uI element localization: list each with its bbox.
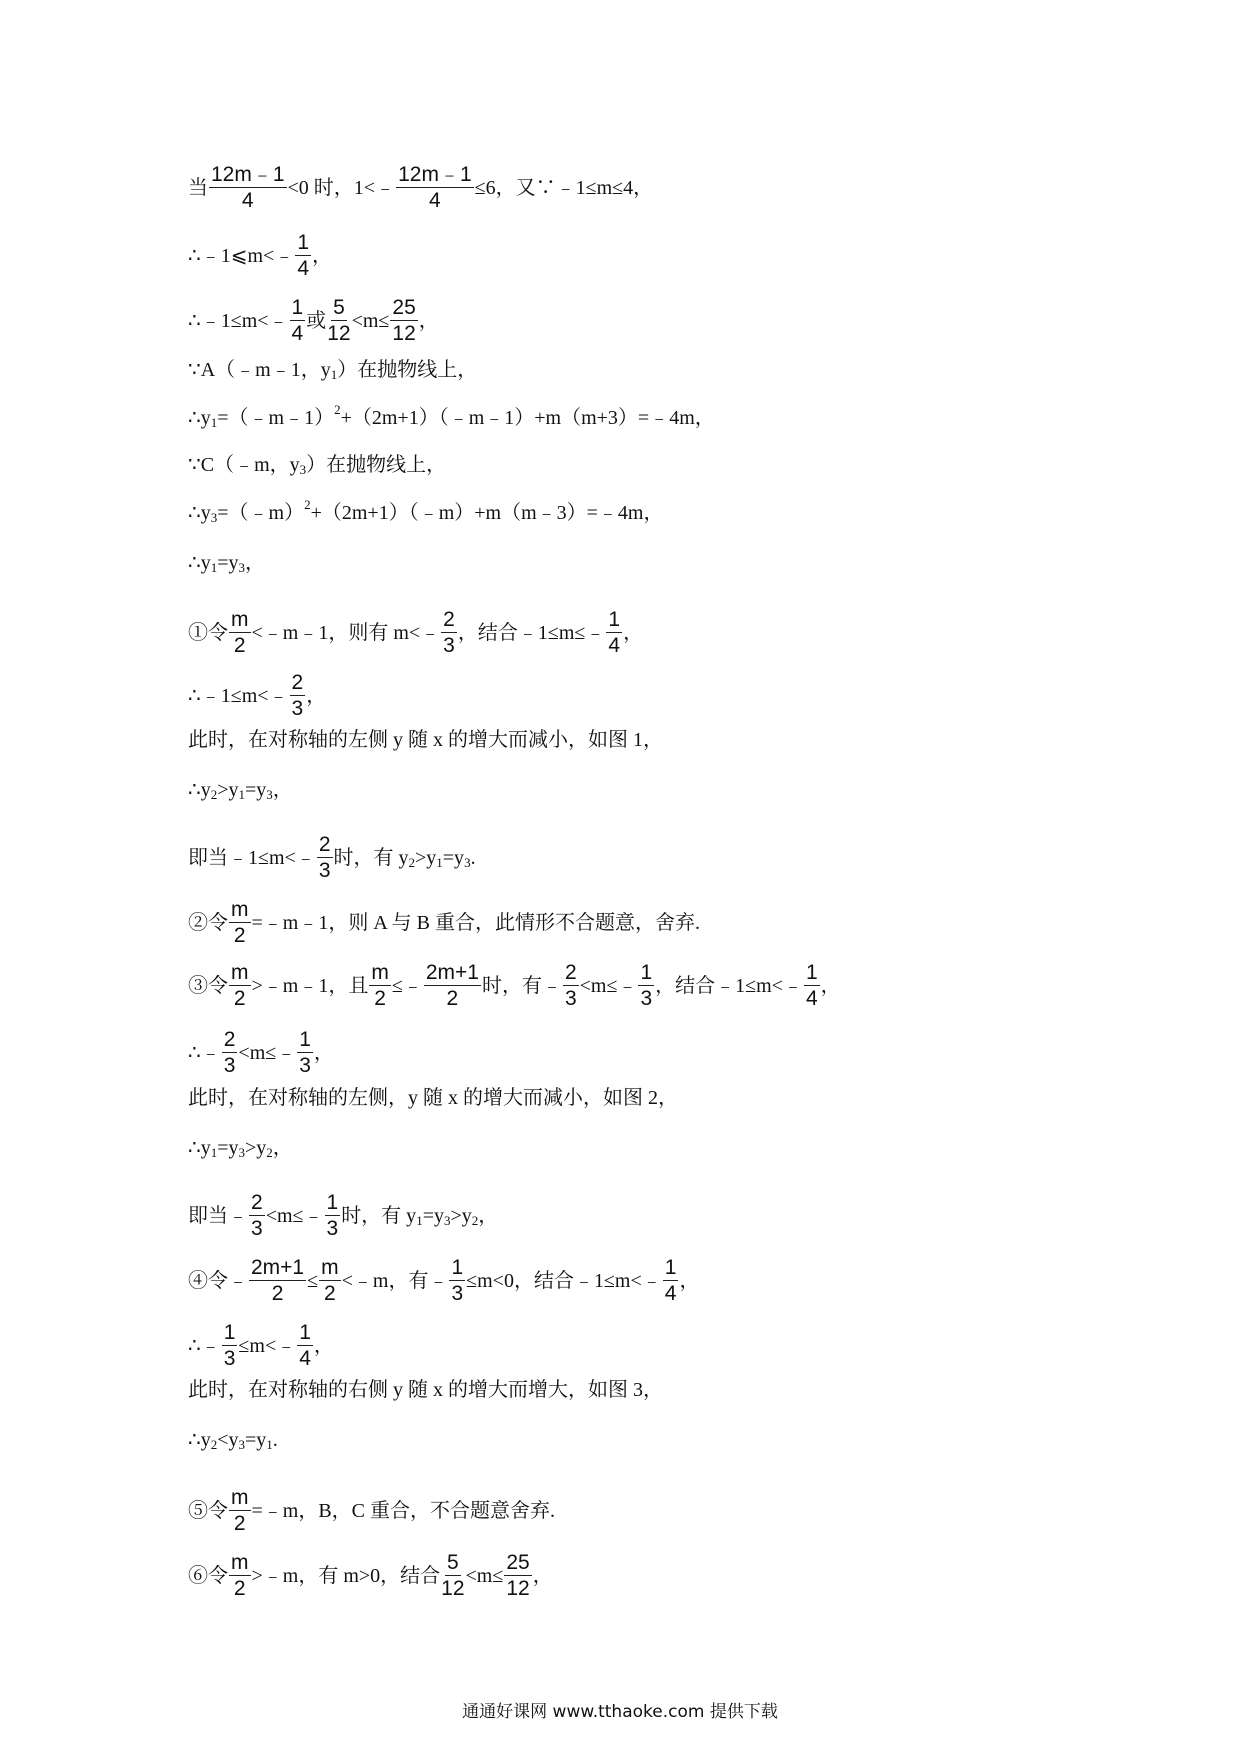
fraction-denominator: 4 — [299, 1347, 311, 1370]
fraction-numerator: 1 — [299, 1321, 311, 1344]
fraction-denominator: 4 — [241, 189, 254, 212]
solution-line — [188, 164, 653, 211]
text-run: =y — [442, 846, 465, 869]
fraction-numerator: 2 — [318, 833, 331, 856]
fraction-denominator: 3 — [640, 987, 653, 1010]
solution-line — [188, 1192, 498, 1239]
subscript: 2 — [471, 1212, 479, 1228]
text-run: ∴﹣ — [188, 1041, 221, 1064]
subscript: 3 — [238, 1437, 246, 1452]
fraction-numerator: 12m﹣1 — [398, 163, 472, 186]
text-run: <0 时，1<﹣ — [287, 176, 396, 199]
text-run: ∴﹣1≤m<﹣ — [188, 309, 289, 332]
subscript: 1 — [436, 854, 443, 870]
text-run: ∵C（﹣m，y — [188, 454, 300, 476]
subscript: 3 — [464, 854, 471, 870]
text-run: <﹣m﹣1，则有 m<﹣ — [251, 621, 441, 644]
fraction — [504, 1552, 531, 1599]
text-run: ③令 — [188, 974, 228, 997]
text-run: ， — [820, 974, 841, 997]
fraction — [229, 1552, 251, 1599]
fraction-numerator: 25 — [506, 1551, 530, 1574]
fraction-denominator: 4 — [297, 257, 310, 280]
text-run: =y — [422, 1204, 444, 1227]
fraction — [229, 609, 251, 656]
text-run: >y — [217, 779, 239, 801]
text-run: ∴﹣1⩽m<﹣ — [188, 244, 295, 267]
text-run: ， — [272, 1137, 293, 1159]
text-run: 此时，在对称轴的左侧，y 随 x 的增大而减小，如图 2， — [188, 1087, 678, 1109]
text-run: =﹣m，B，C 重合，不合题意舍弃. — [251, 1499, 556, 1522]
fraction — [563, 962, 579, 1009]
solution-line — [188, 729, 663, 751]
text-run: >﹣m﹣1，且 — [251, 974, 369, 997]
solution-line — [188, 962, 841, 1009]
fraction-numerator: 2 — [564, 961, 577, 984]
fraction-numerator: 2 — [251, 1191, 263, 1214]
fraction-denominator: 4 — [429, 189, 441, 212]
text-run: ⑥令 — [188, 1564, 228, 1587]
subscript: 3 — [443, 1212, 451, 1228]
superscript: 2 — [304, 497, 311, 512]
fraction-denominator: 2 — [233, 1577, 246, 1600]
fraction-numerator: 1 — [451, 1256, 464, 1279]
fraction-numerator: 1 — [291, 296, 304, 319]
text-run: +（2m+1）（﹣m）+m（m﹣3）=﹣4m， — [310, 502, 664, 524]
solution-line — [188, 552, 265, 574]
fraction-numerator: m — [231, 898, 249, 921]
fraction — [229, 962, 251, 1009]
subscript: 3 — [238, 1145, 246, 1160]
fraction — [441, 1552, 464, 1599]
subscript: 2 — [408, 854, 415, 870]
text-run: ， — [306, 684, 327, 707]
text-run: 时，有﹣ — [481, 974, 562, 997]
fraction — [229, 899, 251, 946]
text-run: <m≤ — [351, 309, 390, 332]
fraction-denominator: 3 — [443, 634, 455, 657]
text-run: 或 — [306, 309, 327, 332]
fraction — [606, 609, 622, 656]
fraction — [209, 164, 287, 211]
fraction-numerator: 12m﹣1 — [211, 163, 285, 186]
text-run: ∵A（﹣m﹣1，y — [188, 359, 331, 381]
text-run: ， — [532, 1564, 553, 1587]
fraction-denominator: 3 — [326, 1217, 339, 1240]
text-run: =y — [217, 552, 239, 574]
fraction — [222, 1029, 238, 1076]
solution-line — [188, 1379, 663, 1401]
subscript: 1 — [330, 367, 338, 382]
text-run: =y — [245, 779, 267, 801]
solution-line — [188, 454, 446, 476]
text-run: >y — [415, 846, 437, 869]
fraction — [249, 1192, 265, 1239]
text-run: 即当﹣ — [188, 1204, 248, 1227]
solution-line — [188, 899, 700, 946]
text-run: ∴y — [188, 502, 211, 524]
fraction — [317, 834, 333, 881]
fraction — [327, 297, 350, 344]
subscript: 2 — [266, 1145, 273, 1160]
fraction-numerator: 1 — [664, 1256, 677, 1279]
text-run: ④令﹣ — [188, 1269, 248, 1292]
text-run: >y — [245, 1137, 267, 1159]
text-run: ∴y — [188, 1137, 211, 1159]
fraction-numerator: m — [371, 961, 389, 984]
fraction-numerator: m — [231, 1486, 249, 1509]
fraction-numerator: m — [321, 1256, 339, 1279]
fraction-numerator: 5 — [447, 1551, 459, 1574]
fraction-denominator: 2 — [233, 987, 246, 1010]
text-run: ∴y — [188, 407, 211, 429]
solution-line — [188, 232, 332, 279]
fraction-numerator: m — [231, 961, 249, 984]
solution-line — [188, 359, 477, 381]
text-run: ∴y — [188, 779, 211, 801]
fraction — [319, 1257, 341, 1304]
fraction — [249, 1257, 306, 1304]
solution-line — [188, 402, 715, 430]
text-run: ∴﹣1≤m<﹣ — [188, 684, 289, 707]
fraction-numerator: 2m+1 — [425, 961, 479, 984]
text-run: <m≤﹣ — [579, 974, 638, 997]
text-run: >y — [450, 1204, 472, 1227]
fraction-denominator: 4 — [805, 987, 818, 1010]
fraction-denominator: 2 — [324, 1282, 336, 1305]
fraction-denominator: 2 — [233, 1512, 246, 1535]
text-run: 即当﹣1≤m<﹣ — [188, 846, 316, 869]
text-run: 此时，在对称轴的右侧 y 随 x 的增大而增大，如图 3， — [188, 1379, 663, 1401]
fraction-denominator: 4 — [608, 634, 621, 657]
fraction-numerator: 1 — [223, 1321, 236, 1344]
text-run: ， — [478, 1204, 499, 1227]
fraction-numerator: m — [231, 608, 249, 631]
fraction — [297, 1029, 313, 1076]
text-run: ， — [313, 1334, 334, 1357]
fraction — [295, 232, 311, 279]
fraction-numerator: 1 — [640, 961, 653, 984]
fraction-denominator: 2 — [233, 924, 246, 947]
fraction-denominator: 3 — [564, 987, 577, 1010]
fraction — [441, 609, 457, 656]
solution-line — [188, 1552, 553, 1599]
fraction-denominator: 2 — [233, 634, 246, 657]
text-run: <﹣m，有﹣ — [341, 1269, 449, 1292]
subscript: 2 — [210, 1437, 218, 1452]
fraction-denominator: 3 — [318, 859, 331, 882]
text-run: =y — [217, 1137, 239, 1159]
fraction-denominator: 3 — [251, 1217, 263, 1240]
fraction-numerator: 1 — [805, 961, 818, 984]
solution-line — [188, 1087, 678, 1109]
fraction-numerator: 25 — [392, 296, 416, 319]
text-run: ）在抛物线上， — [306, 454, 447, 476]
text-run: =（﹣m﹣1） — [217, 407, 335, 429]
solution-line — [188, 497, 664, 525]
subscript: 1 — [238, 787, 246, 802]
text-run: ， — [418, 309, 439, 332]
text-run: 时，有 y — [341, 1204, 417, 1227]
solution-line — [188, 1322, 334, 1369]
solution-line — [188, 297, 439, 344]
text-run: ）在抛物线上， — [337, 359, 478, 381]
solution-line — [188, 1487, 555, 1534]
text-run: ， — [679, 1269, 700, 1292]
fraction-denominator: 2 — [446, 987, 459, 1010]
solution-line — [188, 672, 326, 719]
text-run: . — [272, 1429, 278, 1451]
solution-line — [188, 1429, 278, 1451]
text-run: 此时，在对称轴的左侧 y 随 x 的增大而减小，如图 1， — [188, 729, 663, 751]
solution-line — [188, 609, 643, 656]
text-run: ≤m<﹣ — [238, 1334, 297, 1357]
text-run: <m≤﹣ — [238, 1041, 297, 1064]
text-run: ≤m<0，结合﹣1≤m<﹣ — [466, 1269, 662, 1292]
text-run: <y — [217, 1429, 239, 1451]
solution-line — [188, 779, 293, 801]
text-run: ≤6，又∵﹣1≤m≤4， — [474, 176, 654, 199]
text-run: =﹣m﹣1，则 A 与 B 重合，此情形不合题意，舍弃. — [251, 911, 701, 934]
text-run: . — [470, 846, 476, 869]
text-run: =y — [245, 1429, 267, 1451]
subscript: 3 — [238, 560, 246, 575]
fraction-denominator: 2 — [374, 987, 386, 1010]
text-run: ②令 — [188, 911, 228, 934]
subscript: 1 — [266, 1437, 273, 1452]
fraction-numerator: 1 — [297, 231, 310, 254]
solution-line — [188, 1257, 699, 1304]
text-run: ， — [245, 552, 266, 574]
text-run: ， — [313, 1041, 334, 1064]
fraction-numerator: 1 — [299, 1028, 311, 1051]
fraction-denominator: 3 — [299, 1054, 311, 1077]
text-run: ， — [623, 621, 644, 644]
fraction-numerator: 2 — [443, 608, 455, 631]
fraction-denominator: 4 — [291, 322, 304, 345]
page-footer: 通通好课网 www.tthaoke.com 提供下载 — [462, 1702, 778, 1722]
text-run: ≤ — [307, 1269, 319, 1292]
subscript: 1 — [416, 1212, 423, 1228]
subscript: 1 — [210, 1145, 218, 1160]
fraction — [396, 164, 474, 211]
fraction — [663, 1257, 679, 1304]
text-run: +（2m+1）（﹣m﹣1）+m（m+3）=﹣4m， — [340, 407, 715, 429]
text-run: =（﹣m） — [217, 502, 305, 524]
fraction — [325, 1192, 341, 1239]
fraction-numerator: 1 — [326, 1191, 339, 1214]
fraction-numerator: 2 — [291, 671, 304, 694]
subscript: 1 — [210, 560, 218, 575]
text-run: ①令 — [188, 621, 228, 644]
subscript: 3 — [210, 510, 218, 525]
text-run: ⑤令 — [188, 1499, 228, 1522]
text-run: 当 — [188, 176, 208, 199]
text-run: ，结合﹣1≤m<﹣ — [655, 974, 803, 997]
fraction — [804, 962, 820, 1009]
fraction — [424, 962, 481, 1009]
text-run: <m≤﹣ — [265, 1204, 324, 1227]
fraction-denominator: 3 — [451, 1282, 464, 1305]
fraction-numerator: 5 — [333, 296, 345, 319]
fraction — [229, 1487, 251, 1534]
text-run: <m≤ — [465, 1564, 504, 1587]
fraction-denominator: 12 — [327, 322, 351, 345]
fraction-denominator: 12 — [392, 322, 416, 345]
fraction — [297, 1322, 313, 1369]
solution-line — [188, 834, 476, 881]
fraction-numerator: 2 — [223, 1028, 236, 1051]
subscript: 1 — [210, 415, 218, 430]
text-run: ∴y — [188, 552, 211, 574]
text-run: ∴﹣ — [188, 1334, 221, 1357]
text-run: ，结合﹣1≤m≤﹣ — [457, 621, 606, 644]
fraction — [390, 297, 417, 344]
fraction — [222, 1322, 238, 1369]
fraction-denominator: 4 — [664, 1282, 677, 1305]
fraction — [638, 962, 654, 1009]
fraction — [290, 297, 306, 344]
text-run: 时，有 y — [333, 846, 409, 869]
text-run: ， — [272, 779, 293, 801]
fraction — [290, 672, 306, 719]
fraction — [369, 962, 391, 1009]
fraction-denominator: 3 — [291, 697, 304, 720]
fraction-numerator: m — [231, 1551, 249, 1574]
fraction-denominator: 12 — [441, 1577, 465, 1600]
text-run: >﹣m，有 m>0，结合 — [251, 1564, 441, 1587]
fraction-denominator: 2 — [271, 1282, 284, 1305]
text-run: ， — [312, 244, 333, 267]
superscript: 2 — [334, 402, 341, 417]
fraction-denominator: 12 — [506, 1577, 530, 1600]
fraction-numerator: 1 — [608, 608, 621, 631]
subscript: 3 — [299, 462, 307, 477]
subscript: 3 — [266, 787, 273, 802]
fraction-numerator: 2m+1 — [251, 1256, 305, 1279]
text-run: ∴y — [188, 1429, 211, 1451]
solution-line — [188, 1029, 334, 1076]
fraction-denominator: 3 — [223, 1347, 236, 1370]
fraction — [449, 1257, 465, 1304]
subscript: 2 — [210, 787, 218, 802]
solution-line — [188, 1137, 293, 1159]
text-run: ≤﹣ — [391, 974, 423, 997]
fraction-denominator: 3 — [223, 1054, 236, 1077]
